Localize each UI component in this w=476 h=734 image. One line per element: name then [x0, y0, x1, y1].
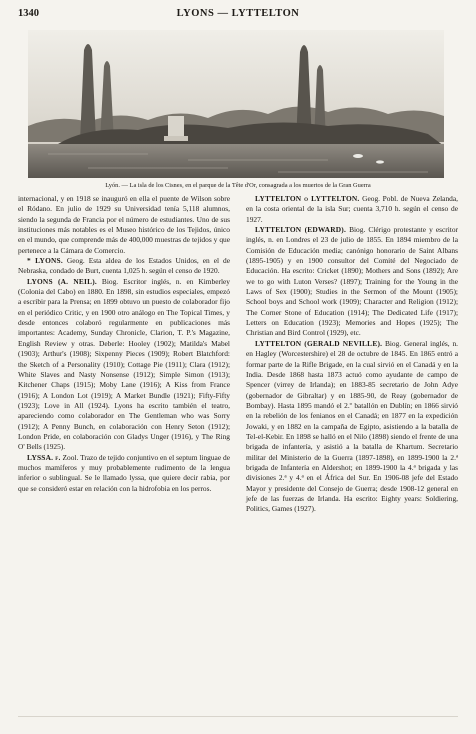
entry-lyssa: [18, 453, 230, 494]
entry-lyons-geog: [18, 256, 230, 277]
photo-caption: Lyón. — La isla de los Cisnes, en el parque de la Tête d'Or, consagrada a los muertos de la Gran Guerra: [105, 182, 371, 189]
park-photo-image: [28, 30, 444, 178]
right-column: [246, 194, 458, 515]
entry-text: Biog. Clérigo protestante y escritor inglés, n. en Londres el 23 de julio de 1855. En 1894 miembro de la Comisión de Educación media; canónigo honorario de Saint Albans (1895-1905) y en 1900 consultor del Comité del Negociado de Educación. Ha escrito: Cricket (1890); Mothers and Sons (1892); Are we to go with Luton Verses? (1897); Training for the Young in the Laws of Sex (1900); Studies in the Sermon of the Mount (1905); School boys and School work (1909); Character and Religion (1912); The Corner Stone of Education (1914); The Dedicated Life (1917); Letters on Education (1923); Memories and Hopes (1925); The Christian and Bird Control (1929), etc.: [246, 225, 459, 338]
left-column: [18, 194, 230, 494]
page-number: 1340: [18, 8, 39, 19]
headword: * LYONS.: [27, 256, 63, 266]
entry-text: Geog. Esta aldea de los Estados Unidos, en el de Nebraska, condado de Burt, cuenta 1,025 h. según el censo de 1920.: [18, 256, 230, 276]
entry-lyttelton-edward: [246, 225, 458, 339]
entry-text: Zool. Trazo de tejido conjuntivo en el septum linguae de muchos mamíferos y muy probablemente rudimento de la lengua inferior o sublingual. Se le llamado lyssa, que quiere decir rabia, por que se consideró estar en relación con la hidrofobia en los perros.: [18, 452, 230, 493]
headword: LYTTELTON (GERALD NEVILLE).: [255, 338, 383, 348]
headword: LYSSA. f.: [27, 452, 61, 462]
entry-lyons-neil: [18, 277, 230, 453]
page-bottom-edge: [18, 716, 458, 717]
running-head-title: LYONS — LYTTELTON: [176, 8, 300, 19]
entry-lyttelton-gerald: [246, 339, 458, 515]
park-photo: [28, 30, 444, 178]
entry-text: Geog. Pobl. de Nueva Zelanda, en la costa oriental de la isla Sur; cuenta 3,710 h. según el censo de 1927.: [246, 194, 458, 224]
headword: LYTTELTON o LYTTELTON.: [255, 194, 360, 203]
lyon-entry-continuation: internacional, y en 1918 se inauguró en ella el puente de Wilson sobre el Ródano. En julio de 1929 su Universidad tenía 5,118 alumnos, siendo la segunda de Francia por el número de estudiantes. Uno de sus instituciones más notables es el Museo histórico de los Tejidos, único en el mundo, que comprende más de 400,000 muestras de tejidos y que pertenece a la Cámara de Comercio.: [18, 194, 230, 255]
entry-text: Biog. General inglés, n. en Hagley (Worcestershire) el 28 de octubre de 1845. En 1865 entró a formar parte de la Rifle Brigade, en la cual sirvió en el Canadá y en la India. Desde 1868 hasta 1873 actuó como ayudante de campo de Spencer (virrey de Irlanda); en 1883-85 secretario de John Adye (gobernador de Gibraltar) y en 1885-90, de Reay (gobernador de Bombay). Hasta 1895 mandó el 2.º batallón en Dublín; en 1866 sirvió en la rebelión de los fenianos en el Canadá; en 1877 en la expedición Jowaki, y en 1882 en la campaña de Egipto, asistiendo a la batalla de Tel-el-Kebir. En 1898 se halló en el Nilo (1898) siendo el frente de una brigada de infantería, y asistió a la batalla de Khartum. Secretario militar del Ministerio de la Guerra (1897-1898), en 1899-1900 la 2.ª brigada de Infantería en Aldershot; en 1899-1900 la 4.ª brigada y las divisiones 2.ª y 4.ª en el África del Sur. En 1906-08 jefe del Estado Mayor y presidente del Consejo de Guerra; desde 1908-12 general en jefe de las fuerzas de Irlanda. Ha escrito: Eighty years: Soldiering, Politics, Games (1927).: [246, 338, 458, 514]
headword: LYTTELTON (EDWARD).: [255, 225, 346, 235]
headword: LYONS (A. NEIL).: [27, 276, 97, 286]
entry-lyttelton-geog: [246, 194, 458, 225]
entry-text: Biog. Escritor inglés, n. en Kimberley (Colonia del Cabo) en 1880. En 1898, sin estudios especiales, empezó a escribir para la Prensa; en 1899 obtuvo un puesto de colaborador fijo en el periódico Critic, y en 1900 otro análogo en The Topical Times, y desde entonces colaboró regularmente en publicaciones más importantes: Academy, Sunday Chronicle, Clarion, T. P.'s Magazine, English Review y otras. Deberle: Hooley (1902); Matilda's Mabel (1903); Arthur's (1908); Sixpenny Pieces (1909); Robert Blatchford: the Sketch of a Personality (1910); Cottage Pie (1911); Clara (1912); White Slaves and Nasty Nonsense (1912); Simple Simon (1913); Kitchener Chaps (1915); Moby Lane (1916); A Kiss from France (1916); A London Lot (1919); A Market Bundle (1921); Fifty-Fifty (1923); Love in All (1924). Lyons ha escrito también el teatro, apareciendo como colaborador en The Gentleman who was Sorry (1912); A Penny Bunch, en colaboración con Henry Seton (1912); London Pride, en colaboración con Gladys Unger (1916), y The Ring O' Bells (1925).: [18, 276, 230, 452]
running-head: [18, 8, 458, 22]
